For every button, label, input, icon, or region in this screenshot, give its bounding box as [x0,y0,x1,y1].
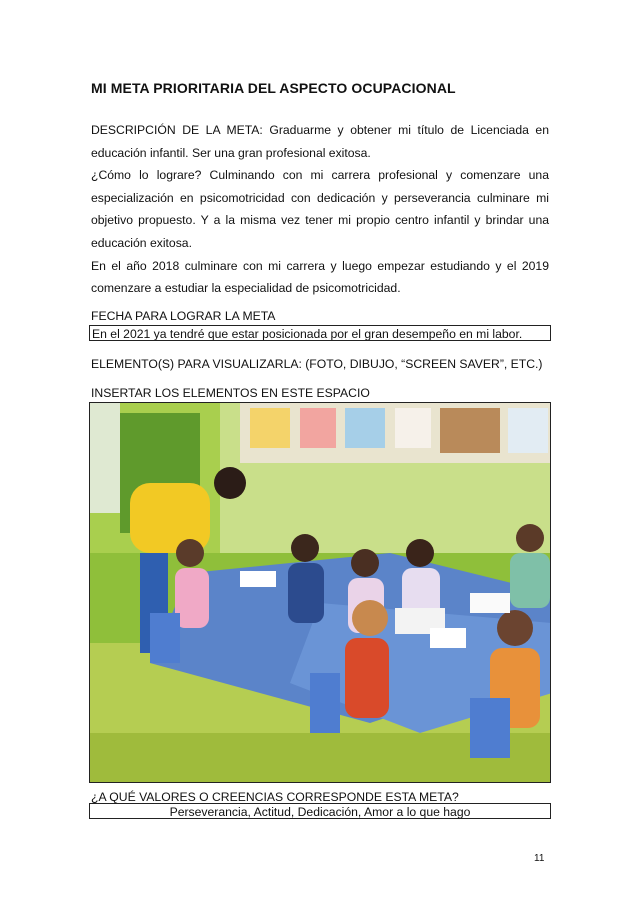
fecha-label: FECHA PARA LOGRAR LA META [91,309,276,323]
classroom-photo [90,403,551,783]
valores-label: ¿A QUÉ VALORES O CREENCIAS CORRESPONDE ESTA META? [91,790,459,804]
classroom-photo-frame [89,402,551,783]
paragraph-description: DESCRIPCIÓN DE LA META: Graduarme y obtener mi título de Licenciada en educación infantil. Ser una gran profesional exitosa. [91,123,549,160]
valores-value-box: Perseverancia, Actitud, Dedicación, Amor a lo que hago [89,803,551,819]
goal-description [91,119,549,300]
paragraph-timeline: En el año 2018 culminare con mi carrera y luego empezar estudiando y el 2019 comenzare a estudiar la especialidad de psicomotricidad. [91,258,549,296]
fecha-value-box: En el 2021 ya tendré que estar posicionada por el gran desempeño en mi labor. [89,325,551,341]
elementos-label: ELEMENTO(S) PARA VISUALIZARLA: (FOTO, DIBUJO, “SCREEN SAVER”, ETC.) [91,357,543,371]
page-title: MI META PRIORITARIA DEL ASPECTO OCUPACIONAL [91,80,456,96]
elementos-instruction: INSERTAR LOS ELEMENTOS EN ESTE ESPACIO [91,386,370,400]
paragraph-how: ¿Cómo lo lograre? Culminando con mi carrera profesional y comenzare una especialización en psicomotricidad con dedicación y perseverancia culminare mi objetivo propuesto. Y a la misma vez tener mi propio centro infantil y brindar una educación exitosa. [91,168,549,250]
page-number: 11 [534,853,545,864]
